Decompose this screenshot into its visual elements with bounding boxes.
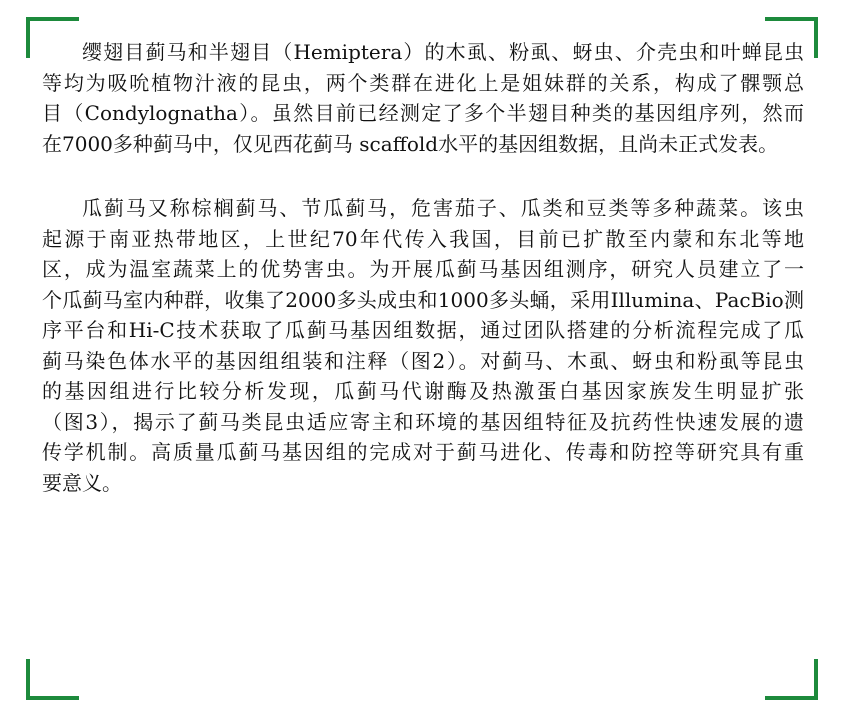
paragraph-melon-thrips [42,193,804,498]
paragraph-spacer [42,159,804,193]
frame-corner-top-left-horizontal [26,17,79,21]
paragraph-line: 目（Condylognatha）。虽然目前已经测定了多个半翅目种类的基因组序列，然而 [42,101,804,125]
frame-corner-top-right-horizontal [765,17,818,21]
paragraph-line: 序平台和Hi-C技术获取了瓜蓟马基因组数据，通过团队搭建的分析流程完成了瓜 [42,318,804,342]
frame-corner-top-left-vertical [26,17,30,58]
paragraph-line: 缨翅目蓟马和半翅目（Hemiptera）的木虱、粉虱、蚜虫、介壳虫和叶蝉昆虫 [82,40,804,64]
paragraph-genome-background [42,37,804,159]
frame-corner-bottom-left-horizontal [26,696,79,700]
paragraph-line: 起源于南亚热带地区，上世纪70年代传入我国，目前已扩散至内蒙和东北等地 [42,226,804,251]
paragraph-line: 蓟马染色体水平的基因组组装和注释（图2）。对蓟马、木虱、蚜虫和粉虱等昆虫 [42,348,804,373]
frame-corner-top-right-vertical [814,17,818,58]
paragraph-line: 等均为吸吮植物汁液的昆虫，两个类群在进化上是姐妹群的关系，构成了髁颚总 [42,70,804,95]
frame-corner-bottom-right-vertical [814,659,818,700]
paragraph-line: 在7000多种蓟马中，仅见西花蓟马 scaffold水平的基因组数据，且尚未正式发表。 [42,131,779,156]
article-body [42,37,804,498]
paragraph-line: 的基因组进行比较分析发现，瓜蓟马代谢酶及热激蛋白基因家族发生明显扩张 [42,379,804,403]
paragraph-line: 区，成为温室蔬菜上的优势害虫。为开展瓜蓟马基因组测序，研究人员建立了一 [42,257,804,281]
paragraph-line: 要意义。 [42,470,122,495]
paragraph-line: （图3），揭示了蓟马类昆虫适应寄主和环境的基因组特征及抗药性快速发展的遗 [42,409,804,434]
frame-corner-bottom-right-horizontal [765,696,818,700]
paragraph-line: 个瓜蓟马室内种群，收集了2000多头成虫和1000多头蛹，采用Illumina、PacBio测 [42,287,804,312]
frame-corner-bottom-left-vertical [26,659,30,700]
paragraph-line: 传学机制。高质量瓜蓟马基因组的完成对于蓟马进化、传毒和防控等研究具有重 [42,440,804,464]
paragraph-line: 瓜蓟马又称棕榈蓟马、节瓜蓟马，危害茄子、瓜类和豆类等多种蔬菜。该虫 [82,196,804,220]
